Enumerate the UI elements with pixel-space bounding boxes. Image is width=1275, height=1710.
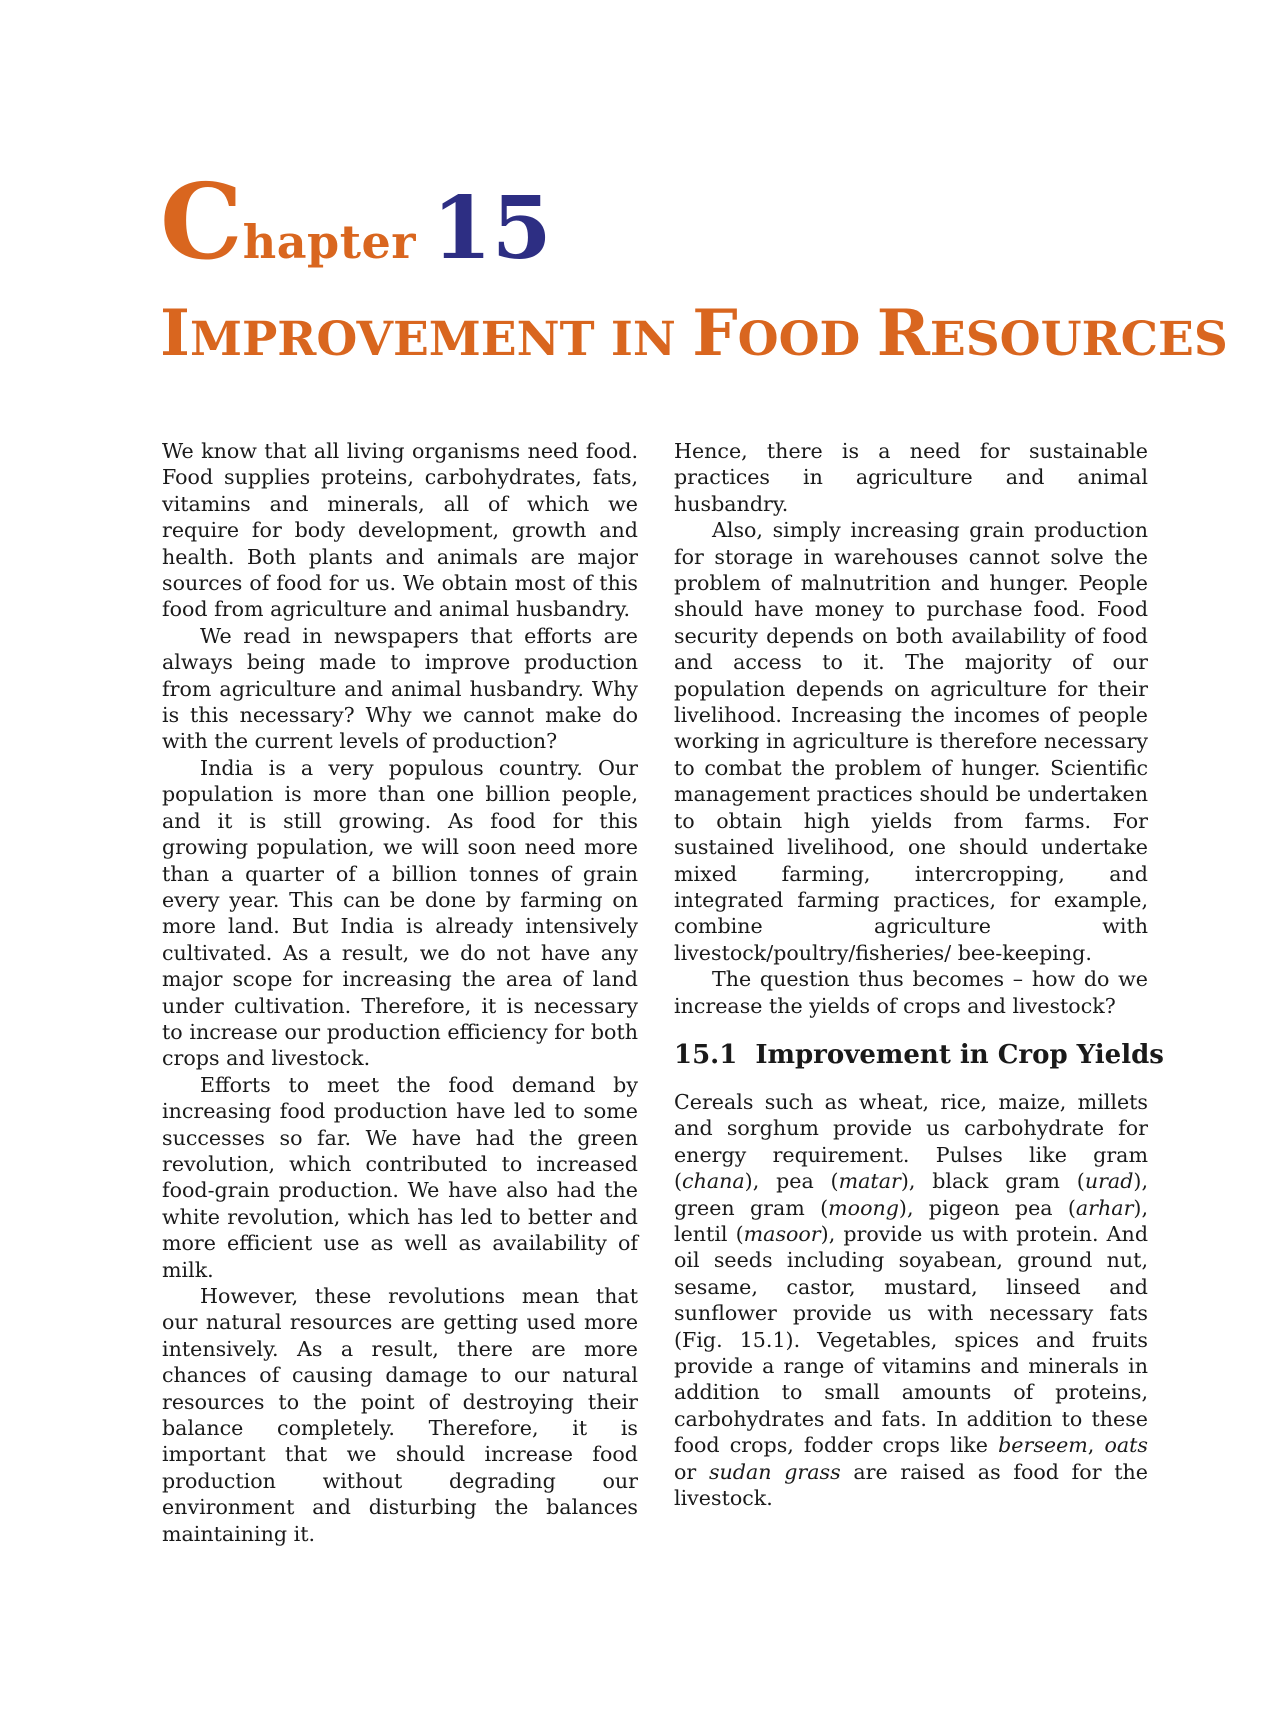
left-column <box>162 438 638 1547</box>
term-masoor: masoor <box>743 1221 821 1246</box>
text-run: ), black gram ( <box>900 1169 1085 1194</box>
term-chana: chana <box>682 1169 745 1194</box>
text-run: ), green gram ( <box>674 1169 1148 1220</box>
section-number: 15.1 <box>674 1039 738 1070</box>
text-run: ), provide us with protein. And oil seeds including soyabean, ground nut, sesame, castor, mustard, linseed and sunflower provide us with necessary fats (Fig. 15.1). Vegetables, spices and fruits provide a range of vitamins and minerals in addition to small amounts of proteins, carbohydrates and fats. In addition to these food crops, fodder crops like <box>674 1221 1148 1458</box>
term-moong: moong <box>828 1195 899 1220</box>
title-part: ESOURCES <box>929 312 1228 367</box>
title-letter: F <box>692 296 738 371</box>
term-oats: oats <box>1104 1433 1149 1458</box>
section-title: Improvement in Crop Yields <box>755 1039 1164 1070</box>
chapter-heading <box>160 160 552 283</box>
term-arhar: arhar <box>1075 1195 1134 1220</box>
chapter-number: 15 <box>431 178 552 279</box>
paragraph: However, these revolutions mean that our natural resources are getting used more intensively. As a result, there are more chances of causing damage to our natural resources to the point of destroying their balance completely. Therefore, it is important that we should increase food production without degrading our environment and disturbing the balances maintaining it. <box>162 1284 638 1546</box>
chapter-initial: C <box>160 160 243 283</box>
paragraph: Hence, there is a need for sustainable practices in agriculture and animal husbandry. <box>674 439 1148 516</box>
title-part: OOD <box>737 312 877 367</box>
chapter-word: hapter <box>242 215 416 269</box>
text-run: are raised as food for the livestock. <box>674 1459 1148 1511</box>
paragraph: We know that all living organisms need food. Food supplies proteins, carbohydrates, fats, vitamins and minerals, all of which we require for body development, growth and health. Both plants and animals are major sources of food for us. We obtain most of this food from agriculture and animal husbandry. <box>162 439 638 622</box>
section-heading <box>674 1039 1164 1071</box>
title-letter: R <box>876 296 930 371</box>
chapter-title <box>160 296 1228 371</box>
title-part: MPROVEMENT <box>189 312 611 367</box>
text-run: ), pigeon pea ( <box>898 1195 1076 1220</box>
text-run: Cereals such as wheat, rice, maize, millets and sorghum provide us carbohydrate for energy requirement. Pulses like gram ( <box>674 1089 1148 1194</box>
text-run: , <box>1087 1433 1105 1458</box>
term-matar: matar <box>838 1169 901 1194</box>
text-run: ), lentil ( <box>674 1195 1149 1246</box>
title-letter: I <box>160 296 190 371</box>
paragraph: India is a very populous country. Our population is more than one billion people, and it is still growing. As food for this growing population, we will soon need more than a quarter of a billion tonnes of grain every year. This can be done by farming on more land. But India is already intensively cultivated. As a result, we do not have any major scope for increasing the area of land under cultivation. Therefore, it is necessary to increase our production efficiency for both crops and livestock. <box>162 755 638 1071</box>
term-berseem: berseem <box>998 1433 1088 1458</box>
text-run: ), pea ( <box>744 1169 839 1194</box>
term-sudan-grass: sudan grass <box>708 1459 841 1484</box>
right-column <box>674 438 1164 1511</box>
text-run: or <box>674 1459 709 1484</box>
title-part: IN <box>610 312 693 367</box>
term-urad: urad <box>1084 1169 1134 1194</box>
paragraph: Efforts to meet the food demand by increasing food production have led to some successes so far. We have had the green revolution, which contributed to increased food-grain production. We have also had the white revolution, which has led to better and more efficient use as well as availability of milk. <box>162 1072 638 1282</box>
paragraph: The question thus becomes – how do we increase the yields of crops and livestock? <box>674 967 1148 1018</box>
section-paragraph <box>674 1089 1148 1512</box>
paragraph: We read in newspapers that efforts are always being made to improve production from agriculture and animal husbandry. Why is this necessary? Why we cannot make do with the current levels of production? <box>162 623 638 754</box>
paragraph: Also, simply increasing grain production for storage in warehouses cannot solve the problem of malnutrition and hunger. People should have money to purchase food. Food security depends on both availability of food and access to it. The majority of our population depends on agriculture for their livelihood. Increasing the incomes of people working in agriculture is therefore necessary to combat the problem of hunger. Scientific management practices should be undertaken to obtain high yields from farms. For sustained livelihood, one should undertake mixed farming, intercropping, and integrated farming practices, for example, combine agriculture with livestock/poultry/fisheries/ bee-keeping. <box>674 518 1148 965</box>
